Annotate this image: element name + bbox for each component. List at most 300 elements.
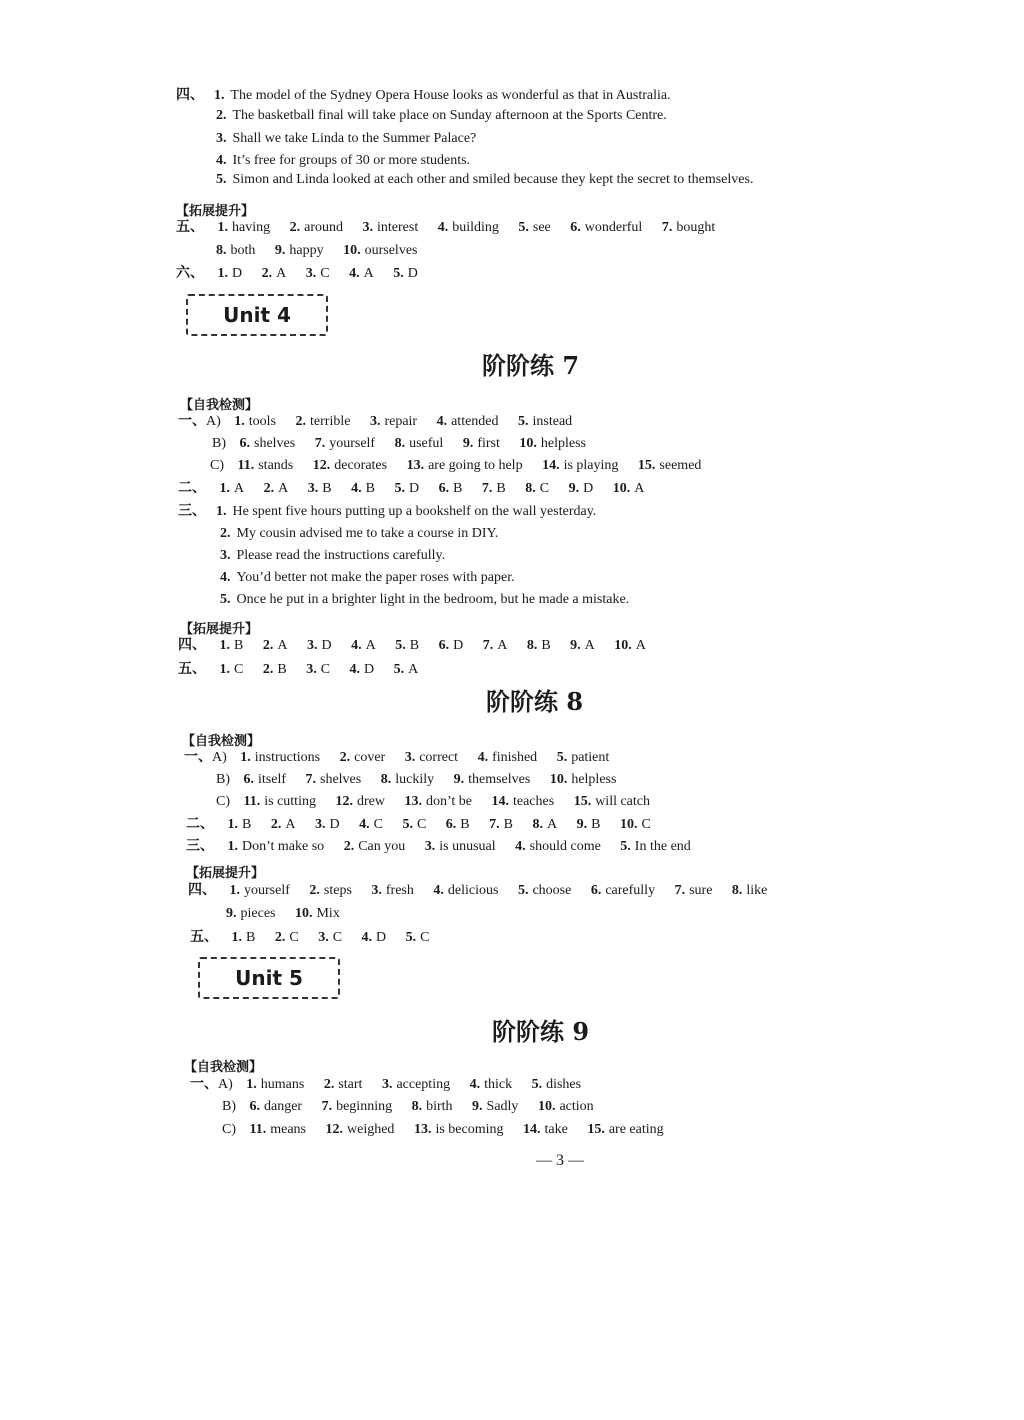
answer-text: danger bbox=[264, 1099, 303, 1114]
answer-text: finished bbox=[492, 750, 538, 765]
answer-item bbox=[313, 458, 387, 473]
ex7-q3-row-1 bbox=[178, 502, 596, 521]
item-number: 7. bbox=[481, 481, 493, 496]
answer-text: instructions bbox=[254, 750, 321, 765]
answer-text: carefully bbox=[605, 883, 656, 898]
answer-text: choose bbox=[532, 883, 572, 898]
answer-text: drew bbox=[356, 794, 385, 809]
item-number: 1. bbox=[214, 88, 225, 103]
item-number: 10. bbox=[612, 481, 631, 496]
answer-item bbox=[620, 817, 651, 832]
item-number: 13. bbox=[404, 794, 422, 809]
answer-item bbox=[218, 266, 243, 281]
answer-text: D bbox=[453, 638, 464, 653]
answer-text: are eating bbox=[608, 1122, 664, 1137]
answer-text: like bbox=[746, 883, 768, 898]
item-number: 10. bbox=[619, 817, 638, 832]
answer-item bbox=[394, 662, 419, 677]
item-number: 7. bbox=[489, 817, 500, 832]
answer-text: In the end bbox=[634, 839, 691, 854]
item-number: 3. bbox=[371, 883, 382, 898]
extension-heading: 【拓展提升】 bbox=[176, 204, 255, 219]
item-number: 9. bbox=[274, 243, 286, 258]
item-number: 3. bbox=[216, 131, 227, 146]
answer-item bbox=[359, 817, 383, 832]
item-number: 2. bbox=[274, 930, 286, 945]
answer-text: C bbox=[373, 817, 383, 832]
item-number: 10. bbox=[537, 1099, 556, 1114]
answer-item bbox=[532, 1077, 582, 1092]
answer-item bbox=[454, 772, 531, 787]
answer-item bbox=[340, 750, 386, 765]
answer-item bbox=[402, 817, 426, 832]
answer-item bbox=[244, 772, 287, 787]
answer-text: yourself bbox=[244, 883, 290, 898]
answer-text: B bbox=[242, 817, 252, 832]
answer-item bbox=[613, 481, 645, 496]
item-number: 3. bbox=[220, 548, 231, 563]
answer-item bbox=[343, 243, 417, 258]
answer-text: bought bbox=[676, 220, 716, 235]
item-number: 5. bbox=[518, 414, 529, 429]
answer-item bbox=[350, 662, 375, 677]
answer-item bbox=[263, 662, 287, 677]
answer-item bbox=[518, 220, 550, 235]
item-number: 8. bbox=[380, 772, 392, 787]
extension-heading: 【拓展提升】 bbox=[186, 866, 265, 881]
section-label: 四、 bbox=[178, 637, 206, 653]
answer-item bbox=[244, 794, 316, 809]
item-number: 11. bbox=[243, 794, 261, 809]
answer-item bbox=[381, 772, 434, 787]
answer-text: fresh bbox=[385, 883, 414, 898]
answer-text: B bbox=[591, 817, 601, 832]
item-number: 8. bbox=[731, 883, 743, 898]
answer-text: A bbox=[363, 266, 374, 281]
item-number: 3. bbox=[381, 1077, 393, 1092]
item-number: 2. bbox=[343, 839, 355, 854]
item-number: 13. bbox=[413, 1122, 432, 1137]
answer-item bbox=[306, 772, 362, 787]
answer-item bbox=[295, 906, 340, 921]
q4-row-1 bbox=[176, 86, 671, 105]
answer-item bbox=[570, 220, 642, 235]
item-number: 4. bbox=[359, 817, 370, 832]
ex7-q1-row-c bbox=[210, 457, 717, 475]
ex9-q1-row-b bbox=[222, 1098, 610, 1116]
answer-item bbox=[550, 772, 617, 787]
answer-text: D bbox=[364, 662, 375, 677]
answer-text: see bbox=[532, 220, 551, 235]
answer-item bbox=[489, 817, 513, 832]
item-number: 1. bbox=[217, 220, 228, 235]
answer-item bbox=[240, 750, 320, 765]
answer-text: is playing bbox=[563, 458, 619, 473]
answer-item bbox=[349, 266, 374, 281]
item-number: 9. bbox=[568, 481, 580, 496]
answer-item bbox=[574, 794, 650, 809]
q4-row-5 bbox=[216, 171, 753, 189]
answer-item bbox=[228, 817, 252, 832]
answer-item bbox=[557, 750, 610, 765]
item-number: 3. bbox=[306, 638, 318, 653]
item-number: 5. bbox=[393, 662, 405, 677]
answer-item bbox=[395, 436, 444, 451]
item-number: 1. bbox=[219, 481, 230, 496]
answer-item bbox=[296, 414, 351, 429]
answer-item bbox=[482, 481, 506, 496]
answer-text: repair bbox=[384, 414, 418, 429]
answer-text: C bbox=[420, 930, 430, 945]
answer-item bbox=[220, 662, 244, 677]
answer-text: interest bbox=[377, 220, 419, 235]
answer-sentence: Shall we take Linda to the Summer Palace? bbox=[232, 131, 477, 146]
answer-item bbox=[433, 883, 498, 898]
ex7-q2-row bbox=[178, 479, 660, 498]
item-number: 4. bbox=[469, 1077, 481, 1092]
item-number: 9. bbox=[472, 1099, 483, 1114]
q4-row-4 bbox=[216, 152, 470, 170]
item-number: 14. bbox=[522, 1122, 541, 1137]
answer-text: A bbox=[276, 266, 287, 281]
answer-item bbox=[382, 1077, 450, 1092]
section-label: 一、 bbox=[178, 413, 206, 429]
item-number: 1. bbox=[227, 839, 238, 854]
answer-item bbox=[732, 883, 768, 898]
answer-text: B bbox=[322, 481, 332, 496]
section-label: 一、 bbox=[184, 749, 212, 765]
answer-item bbox=[322, 1099, 393, 1114]
item-number: 13. bbox=[406, 458, 425, 473]
answer-text: terrible bbox=[310, 414, 351, 429]
answer-text: Can you bbox=[358, 839, 406, 854]
item-number: 5. bbox=[620, 839, 631, 854]
ex8-q1-row-b bbox=[216, 771, 632, 789]
answer-text: is becoming bbox=[435, 1122, 504, 1137]
answer-item bbox=[216, 243, 255, 258]
answer-item bbox=[394, 481, 419, 496]
answer-text: will catch bbox=[595, 794, 650, 809]
self-check-heading: 【自我检测】 bbox=[180, 398, 259, 413]
answer-text: wonderful bbox=[584, 220, 643, 235]
answer-text: birth bbox=[426, 1099, 453, 1114]
sub-label: B) bbox=[216, 772, 230, 787]
item-number: 2. bbox=[216, 108, 227, 123]
item-number: 5. bbox=[395, 638, 406, 653]
answer-item bbox=[478, 750, 538, 765]
ex8-q4-row-1 bbox=[188, 881, 783, 900]
ex7-q5-row bbox=[178, 660, 434, 679]
item-number: 5. bbox=[394, 481, 405, 496]
answer-text: take bbox=[544, 1122, 568, 1137]
answer-item bbox=[335, 794, 385, 809]
answer-item bbox=[306, 266, 330, 281]
answer-text: C bbox=[539, 481, 550, 496]
answer-text: are going to help bbox=[428, 458, 523, 473]
item-number: 3. bbox=[305, 266, 317, 281]
item-number: 4. bbox=[515, 839, 526, 854]
item-number: 2. bbox=[309, 883, 320, 898]
item-number: 12. bbox=[335, 794, 353, 809]
section-label: 五、 bbox=[176, 219, 204, 235]
answer-text: C bbox=[332, 930, 343, 945]
item-number: 9. bbox=[226, 906, 237, 921]
ex7-q3-row-4 bbox=[220, 569, 515, 587]
answer-text: teaches bbox=[512, 794, 555, 809]
answer-text: attended bbox=[451, 414, 499, 429]
answer-item bbox=[577, 817, 601, 832]
item-number: 3. bbox=[424, 839, 436, 854]
answer-text: means bbox=[270, 1122, 306, 1137]
item-number: 1. bbox=[229, 883, 240, 898]
answer-item bbox=[220, 481, 245, 496]
ex7-q3-row-2 bbox=[220, 525, 498, 543]
answer-item bbox=[393, 266, 418, 281]
exercise-8-title: 阶阶练 8 bbox=[486, 687, 584, 716]
unit-5-badge: Unit 5 bbox=[198, 957, 340, 999]
item-number: 8. bbox=[394, 436, 406, 451]
item-number: 8. bbox=[532, 817, 543, 832]
answer-item bbox=[250, 1122, 307, 1137]
item-number: 10. bbox=[549, 772, 568, 787]
answer-text: sure bbox=[689, 883, 713, 898]
answer-item bbox=[351, 481, 375, 496]
item-number: 8. bbox=[526, 638, 538, 653]
q4-row-2 bbox=[216, 107, 667, 125]
item-number: 12. bbox=[325, 1122, 343, 1137]
answer-item bbox=[591, 883, 655, 898]
answer-item bbox=[675, 883, 713, 898]
answer-text: seemed bbox=[659, 458, 702, 473]
self-check-heading: 【自我检测】 bbox=[182, 734, 261, 749]
answer-item bbox=[569, 481, 594, 496]
answer-sentence: Once he put in a brighter light in the bedroom, but he made a mistake. bbox=[236, 592, 630, 607]
answer-text: Mix bbox=[316, 906, 340, 921]
item-number: 1. bbox=[217, 266, 228, 281]
answer-sentence: He spent five hours putting up a bookshelf on the wall yesterday. bbox=[232, 504, 597, 519]
item-number: 2. bbox=[261, 266, 273, 281]
answer-item bbox=[318, 930, 342, 945]
item-number: 2. bbox=[262, 662, 274, 677]
item-number: 15. bbox=[637, 458, 656, 473]
item-number: 10. bbox=[343, 243, 361, 258]
ex8-q1-row-a bbox=[184, 748, 625, 767]
item-number: 3. bbox=[362, 220, 373, 235]
item-number: 3. bbox=[314, 817, 326, 832]
item-number: 14. bbox=[491, 794, 509, 809]
sub-label: C) bbox=[222, 1122, 236, 1137]
answer-item bbox=[472, 1099, 518, 1114]
ex7-q3-row-5 bbox=[220, 591, 629, 609]
answer-item bbox=[662, 220, 715, 235]
item-number: 6. bbox=[445, 817, 457, 832]
answer-text: A bbox=[584, 638, 595, 653]
answer-item bbox=[351, 638, 376, 653]
answer-item bbox=[326, 1122, 395, 1137]
answer-text: cover bbox=[354, 750, 386, 765]
answer-item bbox=[275, 243, 324, 258]
answer-text: B bbox=[409, 638, 420, 653]
item-number: 3. bbox=[369, 414, 381, 429]
answer-text: instead bbox=[532, 414, 573, 429]
item-number: 4. bbox=[433, 883, 444, 898]
section-label: 四、 bbox=[188, 882, 216, 898]
item-number: 4. bbox=[349, 266, 360, 281]
item-number: 4. bbox=[361, 930, 373, 945]
answer-item bbox=[614, 638, 646, 653]
item-number: 4. bbox=[220, 570, 231, 585]
item-number: 8. bbox=[411, 1099, 423, 1114]
answer-item bbox=[315, 817, 340, 832]
section-label: 二、 bbox=[186, 816, 214, 832]
item-number: 2. bbox=[270, 817, 282, 832]
answer-item bbox=[446, 817, 470, 832]
sub-label: B) bbox=[212, 436, 226, 451]
item-number: 11. bbox=[237, 458, 255, 473]
item-number: 14. bbox=[542, 458, 560, 473]
answer-text: Don’t make so bbox=[242, 839, 325, 854]
answer-sentence: My cousin advised me to take a course in DIY. bbox=[236, 526, 499, 541]
answer-text: A bbox=[234, 481, 245, 496]
answer-text: having bbox=[232, 220, 271, 235]
answer-text: is unusual bbox=[439, 839, 496, 854]
answer-item bbox=[271, 817, 296, 832]
item-number: 7. bbox=[305, 772, 316, 787]
answer-item bbox=[405, 750, 458, 765]
answer-item bbox=[250, 1099, 303, 1114]
unit-4-badge: Unit 4 bbox=[186, 294, 328, 336]
item-number: 10. bbox=[519, 436, 537, 451]
answer-text: itself bbox=[258, 772, 286, 787]
q4-row-3 bbox=[216, 130, 476, 148]
answer-text: C bbox=[289, 930, 299, 945]
item-number: 6. bbox=[243, 772, 254, 787]
answer-text: happy bbox=[289, 243, 324, 258]
answer-text: C bbox=[320, 662, 331, 677]
ex9-q1-row-c bbox=[222, 1121, 680, 1139]
item-number: 2. bbox=[263, 481, 275, 496]
q5-row-1 bbox=[176, 218, 731, 237]
answer-text: C bbox=[320, 266, 330, 281]
exercise-7-title: 阶阶练 7 bbox=[482, 351, 580, 380]
answer-text: D bbox=[407, 266, 418, 281]
item-number: 5. bbox=[216, 172, 227, 187]
answer-text: Sadly bbox=[486, 1099, 519, 1114]
answer-item bbox=[371, 883, 414, 898]
answer-text: delicious bbox=[447, 883, 499, 898]
item-number: 6. bbox=[239, 436, 250, 451]
answer-item bbox=[406, 930, 430, 945]
answer-item bbox=[518, 883, 571, 898]
answer-item bbox=[308, 481, 332, 496]
answer-text: C bbox=[234, 662, 244, 677]
item-number: 5. bbox=[517, 883, 529, 898]
ex8-q5-row bbox=[190, 928, 446, 947]
answer-item bbox=[290, 220, 343, 235]
answer-text: don’t be bbox=[425, 794, 472, 809]
item-number: 7. bbox=[314, 436, 326, 451]
item-number: 5. bbox=[393, 266, 404, 281]
answer-item bbox=[638, 458, 701, 473]
sub-label: C) bbox=[210, 458, 224, 473]
item-number: 15. bbox=[573, 794, 592, 809]
answer-text: patient bbox=[571, 750, 610, 765]
q5-row-2 bbox=[216, 242, 434, 260]
answer-text: dishes bbox=[546, 1077, 582, 1092]
answer-item bbox=[238, 458, 294, 473]
answer-text: tools bbox=[248, 414, 277, 429]
answer-text: D bbox=[376, 930, 387, 945]
item-number: 6. bbox=[249, 1099, 260, 1114]
answer-text: shelves bbox=[320, 772, 362, 787]
item-number: 12. bbox=[312, 458, 331, 473]
section-label: 四、 bbox=[176, 87, 204, 103]
item-number: 4. bbox=[437, 220, 449, 235]
sub-label: B) bbox=[222, 1099, 236, 1114]
answer-text: B bbox=[453, 481, 463, 496]
item-number: 6. bbox=[438, 638, 450, 653]
answer-item bbox=[570, 638, 595, 653]
ex8-q2-row bbox=[186, 815, 667, 834]
answer-text: luckily bbox=[395, 772, 435, 787]
answer-item bbox=[527, 638, 551, 653]
answer-item bbox=[463, 436, 500, 451]
answer-text: D bbox=[583, 481, 594, 496]
item-number: 1. bbox=[219, 638, 230, 653]
sub-label: A) bbox=[212, 750, 227, 765]
answer-text: A bbox=[634, 481, 645, 496]
answer-text: B bbox=[246, 930, 256, 945]
sub-label: C) bbox=[216, 794, 230, 809]
answer-item bbox=[491, 794, 554, 809]
item-number: 5. bbox=[402, 817, 413, 832]
item-number: 6. bbox=[438, 481, 450, 496]
answer-item bbox=[542, 458, 618, 473]
ex7-q4-row bbox=[178, 636, 662, 655]
answer-sentence: The basketball final will take place on Sunday afternoon at the Sports Centre. bbox=[232, 108, 667, 123]
item-number: 1. bbox=[219, 662, 230, 677]
answer-text: A bbox=[546, 817, 558, 832]
answer-item bbox=[234, 414, 276, 429]
self-check-heading: 【自我检测】 bbox=[184, 1060, 263, 1075]
item-number: 2. bbox=[220, 526, 231, 541]
answer-text: stands bbox=[258, 458, 294, 473]
item-number: 5. bbox=[518, 220, 529, 235]
item-number: 2. bbox=[262, 638, 274, 653]
item-number: 7. bbox=[321, 1099, 333, 1114]
q6-row bbox=[176, 264, 434, 283]
answer-text: themselves bbox=[468, 772, 531, 787]
answer-item bbox=[363, 220, 419, 235]
ex8-q4-row-2 bbox=[226, 905, 356, 923]
answer-item bbox=[306, 662, 330, 677]
section-label: 二、 bbox=[178, 480, 206, 496]
answer-text: correct bbox=[419, 750, 459, 765]
answer-item bbox=[230, 883, 290, 898]
ex7-q1-row-b bbox=[212, 435, 602, 453]
sub-label: A) bbox=[206, 414, 221, 429]
answer-item bbox=[515, 839, 601, 854]
answer-item bbox=[523, 1122, 568, 1137]
answer-text: A bbox=[277, 638, 288, 653]
answer-item bbox=[407, 458, 523, 473]
answer-text: B bbox=[460, 817, 470, 832]
item-number: 5. bbox=[220, 592, 231, 607]
ex8-q1-row-c bbox=[216, 793, 666, 811]
answer-item bbox=[439, 638, 464, 653]
answer-item bbox=[362, 930, 387, 945]
answer-item bbox=[395, 638, 419, 653]
